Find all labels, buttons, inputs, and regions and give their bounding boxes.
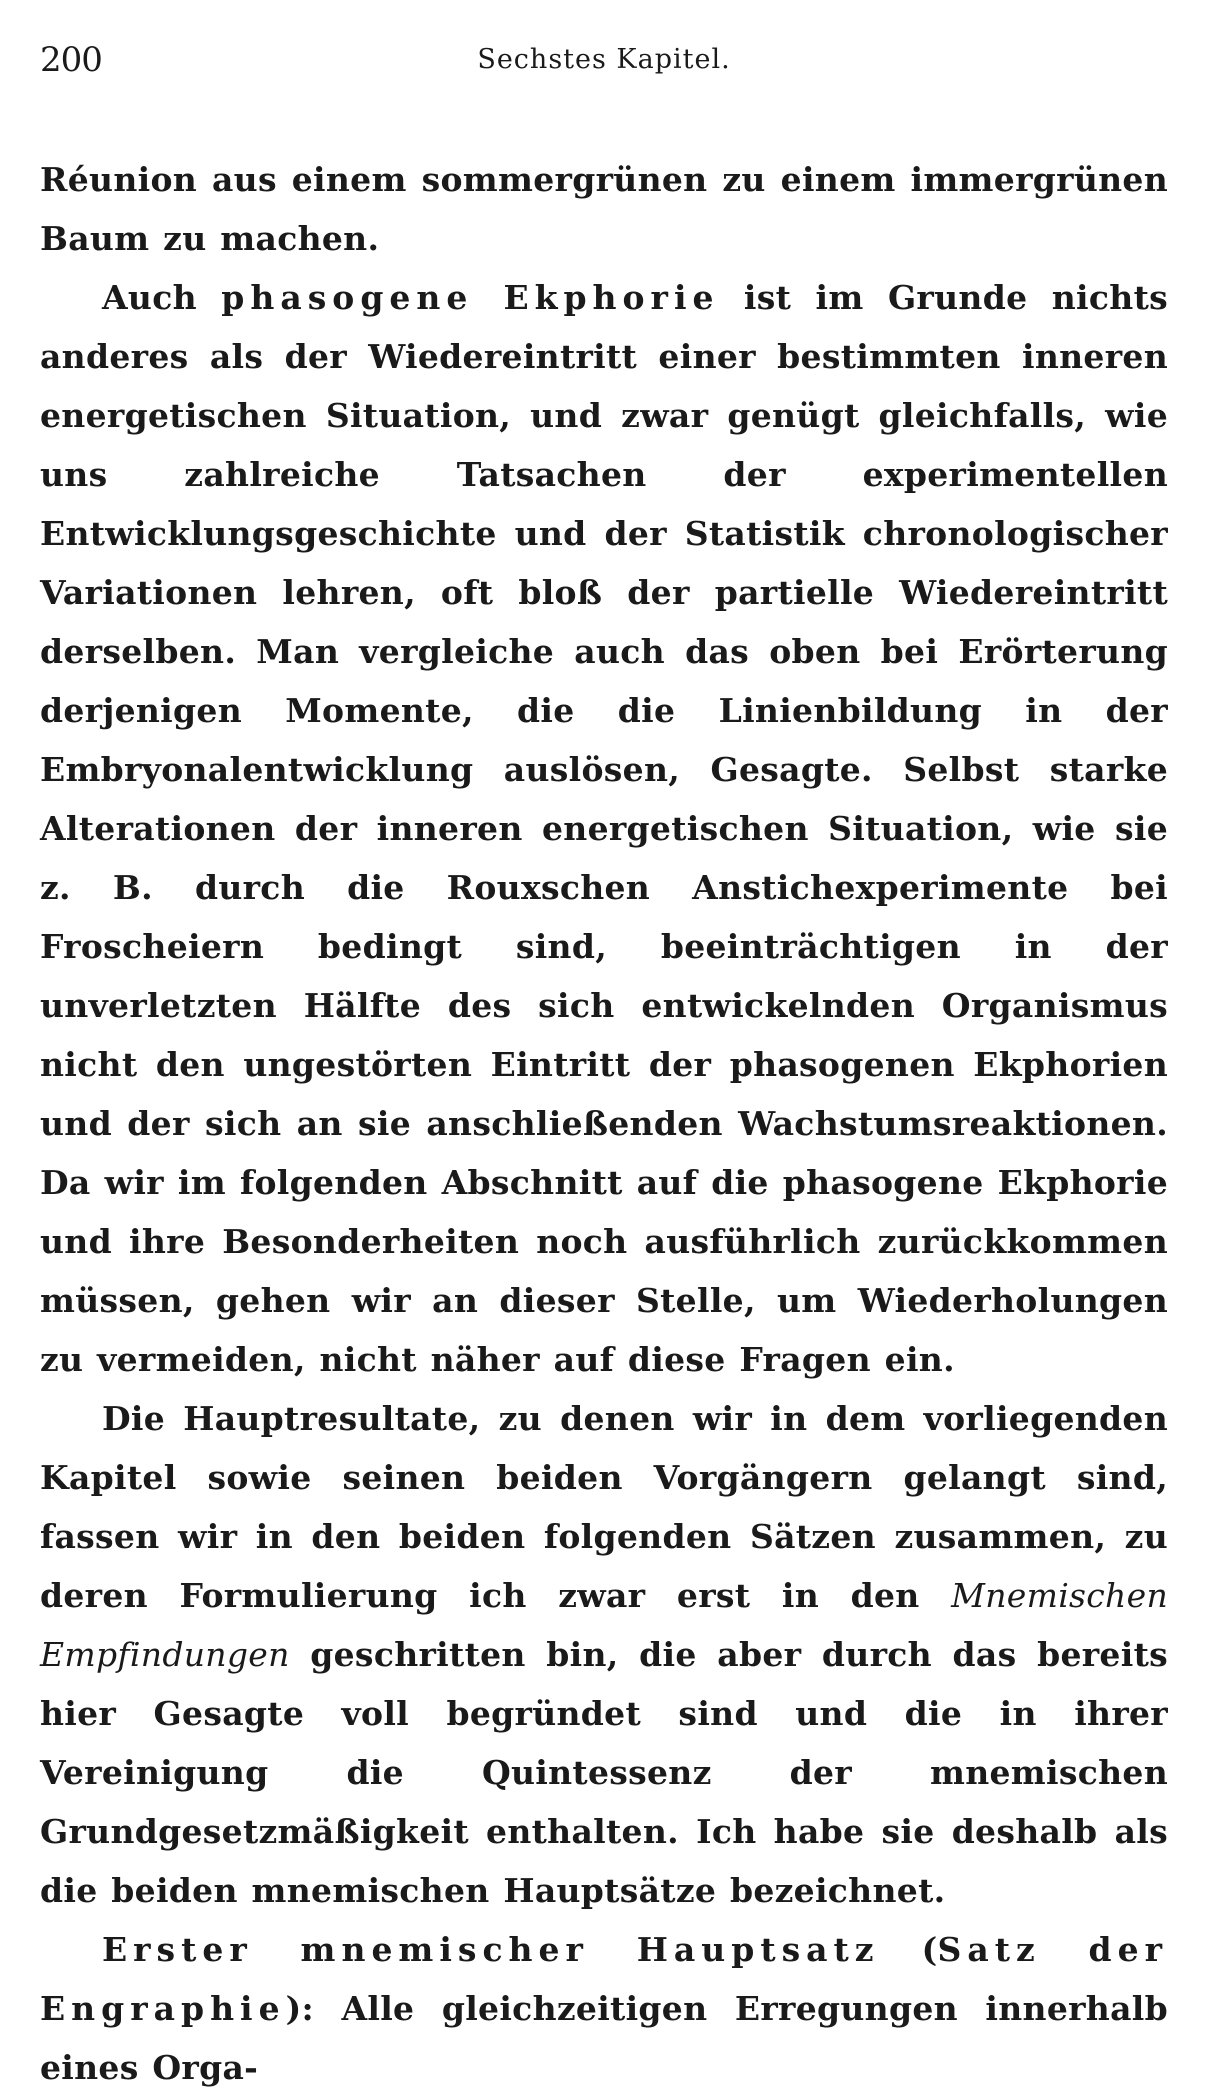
- paragraph-2-lead: Auch: [102, 278, 222, 317]
- running-header: [40, 30, 1168, 90]
- paragraph-3-body: geschritten bin, die aber durch das bereits hier Gesagte voll begründet sind und die in ihrer Vereinigung die Quintessenz der mnemischen Grundgesetzmäßigkeit enthalten. Ich habe sie deshalb als die beiden mnemischen Hauptsätze bezeichnet.: [40, 1635, 1168, 1910]
- book-title-mnemische-empfindungen: Mnemischen Empfindungen: [40, 1576, 1168, 1674]
- paragraph-3-lead: Die Hauptresultate, zu denen wir in dem vorliegenden Kapitel sowie seinen beiden Vorgängern gelangt sind, fassen wir in den beiden folgenden Sätzen zusammen, zu deren Formulierung ich zwar erst in den: [40, 1399, 1168, 1615]
- paragraph-1: [40, 150, 1168, 268]
- paragraph-2: [40, 268, 1168, 1389]
- paragraph-4: [40, 1920, 1168, 2097]
- chapter-title: Sechstes Kapitel.: [477, 44, 731, 75]
- page-number: 200: [40, 40, 102, 80]
- paragraph-4-body: ): Alle gleichzeitigen Erregungen innerhalb eines Orga-: [40, 1989, 1168, 2087]
- term-erster-hauptsatz: Erster mnemischer Hauptsatz: [102, 1930, 880, 1969]
- paragraph-2-body: ist im Grunde nichts anderes als der Wiedereintritt einer bestimmten inneren energetischen Situation, und zwar genügt gleichfalls, wie uns zahlreiche Tatsachen der experimentellen Entwicklungsgeschichte und der Statistik chronologischer Variationen lehren, oft bloß der partielle Wiedereintritt derselben. Man vergleiche auch das oben bei Erörterung derjenigen Momente, die die Linienbildung in der Embryonalentwicklung auslösen, Gesagte. Selbst starke Alterationen der inneren energetischen Situation, wie sie z. B. durch die Rouxschen Anstichexperimente bei Froscheiern bedingt sind, beeinträchtigen in der unverletzten Hälfte des sich entwickelnden Organismus nicht den ungestörten Eintritt der phasogenen Ekphorien und der sich an sie anschließenden Wachstumsreaktionen. Da wir im folgenden Abschnitt auf die phasogene Ekphorie und ihre Besonderheiten noch ausführlich zurückkommen müssen, gehen wir an dieser Stelle, um Wiederholungen zu vermeiden, nicht näher auf diese Fragen ein.: [40, 278, 1168, 1379]
- paragraph-4-paren: (: [879, 1930, 938, 1969]
- term-satz-der-engraphie: Satz der Engraphie: [40, 1930, 1168, 2028]
- book-page: [40, 30, 1168, 2097]
- paragraph-3: [40, 1389, 1168, 1920]
- paragraph-1-text: Réunion aus einem sommergrünen zu einem immergrünen Baum zu machen.: [40, 160, 1168, 258]
- term-phasogene-ekphorie: phasogene Ekphorie: [221, 278, 720, 317]
